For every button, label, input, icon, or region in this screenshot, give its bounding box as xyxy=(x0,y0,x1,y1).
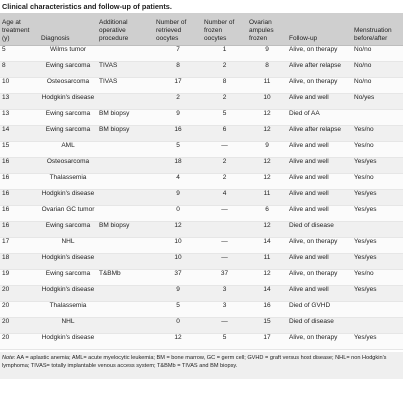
table-cell: 5 xyxy=(154,302,202,318)
table-cell: Ewing sarcoma xyxy=(39,110,97,126)
table-cell: NHL xyxy=(39,238,97,254)
table-cell: Alive and well xyxy=(287,206,352,222)
table-row xyxy=(0,238,403,254)
table-cell: NHL xyxy=(39,318,97,334)
table-cell: 9 xyxy=(247,46,287,62)
table-cell: 16 xyxy=(154,126,202,142)
table-cell: 13 xyxy=(0,110,39,126)
table-cell: 6 xyxy=(202,126,247,142)
table-cell: 0 xyxy=(154,318,202,334)
table-cell: 17 xyxy=(154,78,202,94)
table-cell: Ovarian GC tumor xyxy=(39,206,97,222)
table-cell: 8 xyxy=(247,62,287,78)
column-header: Number of frozen oocytes xyxy=(202,13,247,46)
table-cell: Died of disease xyxy=(287,222,352,238)
table-cell: 19 xyxy=(0,270,39,286)
table-cell: 7 xyxy=(154,46,202,62)
table-cell: Yes/no xyxy=(352,142,403,158)
table-cell: 16 xyxy=(0,158,39,174)
table-cell: 12 xyxy=(247,174,287,190)
table-cell: Alive after relapse xyxy=(287,126,352,142)
header-row xyxy=(0,13,403,46)
table-cell: Yes/yes xyxy=(352,206,403,222)
table-cell: 9 xyxy=(154,190,202,206)
table-cell xyxy=(352,318,403,334)
table-cell: 20 xyxy=(0,318,39,334)
table-cell xyxy=(97,190,154,206)
table-cell: 20 xyxy=(0,334,39,350)
table-row xyxy=(0,222,403,238)
table-row xyxy=(0,46,403,62)
table-cell xyxy=(97,94,154,110)
table-cell: 12 xyxy=(247,126,287,142)
table-cell: TIVAS xyxy=(97,62,154,78)
table-cell: 20 xyxy=(0,286,39,302)
table-cell: 15 xyxy=(247,318,287,334)
table-header xyxy=(0,13,403,46)
table-cell: Yes/no xyxy=(352,126,403,142)
table-cell: 14 xyxy=(247,286,287,302)
table-cell: Died of AA xyxy=(287,110,352,126)
table-cell xyxy=(97,334,154,350)
table-row xyxy=(0,254,403,270)
column-header: Age at treatment (y) xyxy=(0,13,39,46)
table-cell: 5 xyxy=(154,142,202,158)
table-cell: Yes/no xyxy=(352,174,403,190)
table-cell: 12 xyxy=(247,222,287,238)
column-header: Ovarian ampules frozen xyxy=(247,13,287,46)
table-cell: 12 xyxy=(154,222,202,238)
table-cell: Yes/yes xyxy=(352,286,403,302)
table-row xyxy=(0,206,403,222)
table-cell: Alive and well xyxy=(287,158,352,174)
table-cell: 2 xyxy=(154,94,202,110)
table-cell: Thalassemia xyxy=(39,302,97,318)
table-title: Clinical characteristics and follow-up of patients. xyxy=(0,0,403,13)
table-cell: 12 xyxy=(154,334,202,350)
table-cell: 14 xyxy=(247,238,287,254)
table-cell: Alive, on therapy xyxy=(287,78,352,94)
column-header: Additional operative procedure xyxy=(97,13,154,46)
table-cell: Died of disease xyxy=(287,318,352,334)
table-cell: Osteosarcoma xyxy=(39,78,97,94)
table-cell: 4 xyxy=(154,174,202,190)
table-cell xyxy=(352,222,403,238)
table-cell: 10 xyxy=(0,78,39,94)
table-cell: Died of GVHD xyxy=(287,302,352,318)
table-cell: Yes/yes xyxy=(352,254,403,270)
table-cell: 3 xyxy=(202,302,247,318)
table-cell: 16 xyxy=(0,222,39,238)
table-row xyxy=(0,302,403,318)
table-cell: Thalassemia xyxy=(39,174,97,190)
table-cell: 37 xyxy=(154,270,202,286)
table-cell: No/no xyxy=(352,62,403,78)
table-row xyxy=(0,334,403,350)
table-cell: 15 xyxy=(0,142,39,158)
table-cell: Hodgkin's disease xyxy=(39,286,97,302)
table-cell: TIVAS xyxy=(97,78,154,94)
table-cell xyxy=(352,110,403,126)
table-cell: — xyxy=(202,206,247,222)
table-cell: 16 xyxy=(0,206,39,222)
table-cell: T&BMb xyxy=(97,270,154,286)
table-cell: Alive and well xyxy=(287,190,352,206)
table-cell: Ewing sarcoma xyxy=(39,270,97,286)
table-cell: 10 xyxy=(247,94,287,110)
table-cell xyxy=(97,158,154,174)
table-cell: Alive and well xyxy=(287,94,352,110)
table-note xyxy=(0,352,403,379)
table-cell: Ewing sarcoma xyxy=(39,222,97,238)
table-cell: Alive, on therapy xyxy=(287,270,352,286)
table-cell: 13 xyxy=(0,94,39,110)
table-cell: 5 xyxy=(0,46,39,62)
table-cell: Hodgkin's disease xyxy=(39,254,97,270)
table-cell: 8 xyxy=(154,62,202,78)
table-cell: No/no xyxy=(352,46,403,62)
table-cell: Alive and well xyxy=(287,254,352,270)
table-cell: BM biopsy xyxy=(97,222,154,238)
table-cell: 17 xyxy=(0,238,39,254)
table-row xyxy=(0,142,403,158)
table-cell: Hodgkin's disease xyxy=(39,190,97,206)
table-cell: 14 xyxy=(0,126,39,142)
table-cell: 16 xyxy=(247,302,287,318)
table-cell: AML xyxy=(39,142,97,158)
table-cell: Ewing sarcoma xyxy=(39,126,97,142)
table-cell: 9 xyxy=(154,286,202,302)
table-cell xyxy=(97,254,154,270)
table-cell: Yes/yes xyxy=(352,158,403,174)
table-cell: Alive and well xyxy=(287,142,352,158)
table-row xyxy=(0,94,403,110)
table-row xyxy=(0,174,403,190)
table-row xyxy=(0,126,403,142)
table-row xyxy=(0,318,403,334)
table-cell: Alive after relapse xyxy=(287,62,352,78)
table-cell: 18 xyxy=(154,158,202,174)
table-cell: 12 xyxy=(247,110,287,126)
table-cell: Alive and well xyxy=(287,286,352,302)
note-label: Note xyxy=(2,355,14,361)
table-row xyxy=(0,62,403,78)
table-cell xyxy=(352,302,403,318)
table-cell: 3 xyxy=(202,286,247,302)
table-cell: 11 xyxy=(247,78,287,94)
table-cell: 4 xyxy=(202,190,247,206)
table-cell: Yes/yes xyxy=(352,334,403,350)
table-cell: No/yes xyxy=(352,94,403,110)
table-cell: 11 xyxy=(247,190,287,206)
table-cell: — xyxy=(202,238,247,254)
table-row xyxy=(0,270,403,286)
table-cell xyxy=(97,238,154,254)
table-cell: BM biopsy xyxy=(97,110,154,126)
table-cell: Hodgkin's disease xyxy=(39,334,97,350)
table-row xyxy=(0,110,403,126)
table-cell: 18 xyxy=(0,254,39,270)
note-text: : AA = aplastic anemia; AML= acute myelocytic leukemia; BM = bone marrow, GC = germ cell; GVHD = graft versus host disease; NHL= non Hodgkin's lymphoma; TIVAS= totally implantable venous access system; T&BMb = TIVAS and BM biopsy. xyxy=(2,355,387,369)
table-cell: 16 xyxy=(0,190,39,206)
column-header: Diagnosis xyxy=(39,13,97,46)
table-cell: 10 xyxy=(154,238,202,254)
table-cell: Alive, on therapy xyxy=(287,334,352,350)
table-cell xyxy=(97,302,154,318)
table-row xyxy=(0,78,403,94)
table-cell xyxy=(97,206,154,222)
column-header: Menstruation before/after xyxy=(352,13,403,46)
table-cell xyxy=(202,222,247,238)
table-cell: Wilms tumor xyxy=(39,46,97,62)
table-cell: 20 xyxy=(0,302,39,318)
table-cell: 17 xyxy=(247,334,287,350)
table-cell: Yes/yes xyxy=(352,238,403,254)
table-cell xyxy=(97,142,154,158)
table-cell: Alive and well xyxy=(287,174,352,190)
table-cell: 37 xyxy=(202,270,247,286)
table-cell: — xyxy=(202,254,247,270)
table-cell: 10 xyxy=(154,254,202,270)
table-cell: 2 xyxy=(202,174,247,190)
table-cell: — xyxy=(202,318,247,334)
table-cell xyxy=(97,174,154,190)
table-cell xyxy=(97,318,154,334)
table-cell xyxy=(97,46,154,62)
table-cell: Yes/no xyxy=(352,270,403,286)
table-cell: Ewing sarcoma xyxy=(39,62,97,78)
table-cell: 5 xyxy=(202,110,247,126)
table-cell: 12 xyxy=(247,270,287,286)
column-header: Follow-up xyxy=(287,13,352,46)
table-row xyxy=(0,190,403,206)
table-cell: Yes/yes xyxy=(352,190,403,206)
table-cell: 8 xyxy=(0,62,39,78)
table-cell: 9 xyxy=(154,110,202,126)
table-cell: Alive, on therapy xyxy=(287,46,352,62)
table-cell xyxy=(97,286,154,302)
table-cell: 6 xyxy=(247,206,287,222)
table-cell: Osteosarcoma xyxy=(39,158,97,174)
table-cell: 2 xyxy=(202,158,247,174)
table-cell: 9 xyxy=(247,142,287,158)
table-cell: 2 xyxy=(202,62,247,78)
table-row xyxy=(0,158,403,174)
table-cell: Alive, on therapy xyxy=(287,238,352,254)
table-cell: 2 xyxy=(202,94,247,110)
table-cell: 5 xyxy=(202,334,247,350)
table-cell: BM biopsy xyxy=(97,126,154,142)
column-header: Number of retrieved oocytes xyxy=(154,13,202,46)
table-cell: 16 xyxy=(0,174,39,190)
table-cell: 0 xyxy=(154,206,202,222)
table-cell: — xyxy=(202,142,247,158)
table-cell: No/no xyxy=(352,78,403,94)
table-cell: 12 xyxy=(247,158,287,174)
table-cell: 11 xyxy=(247,254,287,270)
clinical-table xyxy=(0,13,403,350)
table-body xyxy=(0,46,403,350)
table-cell: 1 xyxy=(202,46,247,62)
table-row xyxy=(0,286,403,302)
table-cell: 8 xyxy=(202,78,247,94)
table-cell: Hodgkin's disease xyxy=(39,94,97,110)
